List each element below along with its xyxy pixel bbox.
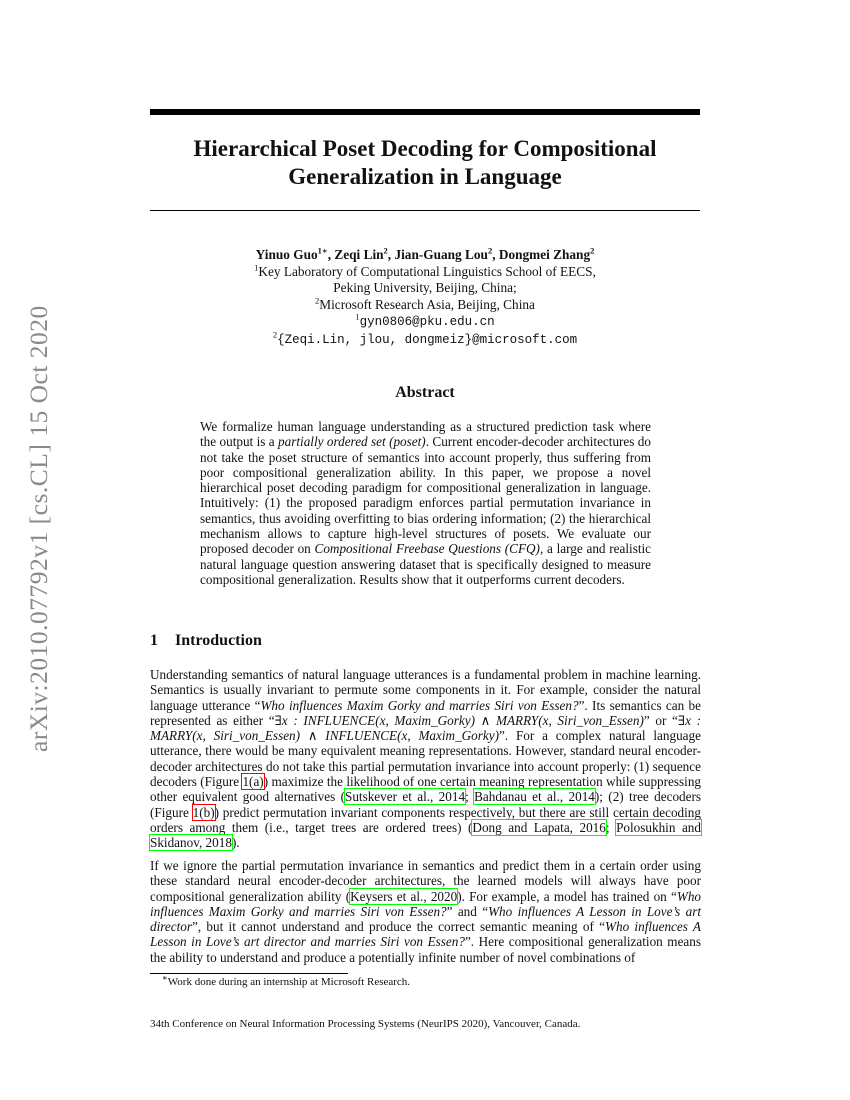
example-utterance: Who influences A Lesson in Love’s art director and marries Siri von Essen? bbox=[150, 919, 701, 950]
title-line-2: Generalization in Language bbox=[288, 164, 562, 189]
abstract-heading: Abstract bbox=[395, 384, 455, 401]
author-3-mark: 2 bbox=[487, 245, 493, 256]
email-2-line bbox=[150, 331, 700, 349]
figure-ref-1b[interactable]: 1(b) bbox=[192, 804, 215, 820]
text-run: ; bbox=[465, 789, 475, 805]
author-4: Dongmei Zhang bbox=[498, 247, 591, 262]
paper-title bbox=[150, 135, 700, 191]
aff-2-mark: 2 bbox=[315, 295, 320, 306]
affiliation-2 bbox=[150, 297, 700, 314]
title-line-1: Hierarchical Poset Decoding for Compositional bbox=[193, 136, 657, 161]
example-utterance: Who influences A Lesson in Love’s art director bbox=[150, 903, 702, 935]
formula-2: ∃x : MARRY(x, Siri_von_Essen) ∧ INFLUENCE(x, Maxim_Gorky) bbox=[150, 712, 701, 744]
section-title: Introduction bbox=[175, 632, 262, 649]
text-run: ) maximize the likelihood of one certain meaning representation while suppressing other equivalent good alternatives ( bbox=[150, 774, 702, 805]
abstract-part: . Current encoder-decoder architectures do not take the poset structure of semantics into account properly, thus suffering from poor compositional generalization ability. In this paper, we propose a novel hierarchical poset decoding paradigm for compositional generalization in language. Intuitively: (1) the proposed paradigm enforces partial permutation invariance in semantics, thus avoiding overfitting to bias ordering information; (2) the hierarchical mechanism allows to capture high-level structures of posets. We evaluate our proposed decoder on bbox=[200, 434, 651, 557]
text-run: ”. Here compositional generalization means the ability to understand and produce a potentially infinite number of novel combinations of bbox=[150, 934, 701, 965]
author-2: Zeqi Lin bbox=[334, 247, 384, 262]
email-1-mark: 1 bbox=[355, 311, 360, 322]
author-names bbox=[150, 247, 700, 264]
citation-sutskever[interactable]: Sutskever et al., 2014 bbox=[344, 789, 466, 805]
abstract-emphasis: partially ordered set (poset) bbox=[278, 434, 426, 450]
example-utterance: Who influences Maxim Gorky and marries Siri von Essen? bbox=[150, 888, 702, 919]
title-top-rule bbox=[150, 109, 700, 115]
footnote-text: Work done during an internship at Microsoft Research. bbox=[167, 976, 411, 988]
text-run: ”. Its semantics can be represented as either “ bbox=[150, 697, 701, 728]
affiliation-1-line-2: Peking University, Beijing, China; bbox=[333, 280, 517, 296]
abstract-text bbox=[200, 419, 651, 587]
citation-bahdanau[interactable]: Bahdanau et al., 2014 bbox=[474, 789, 595, 805]
email-1-line bbox=[150, 313, 700, 331]
section-number: 1 bbox=[150, 632, 158, 649]
intro-paragraph-1 bbox=[150, 667, 701, 851]
author-sep: , bbox=[492, 247, 499, 262]
affiliation-1-line-1 bbox=[150, 264, 700, 281]
author-1-marks: 1∗ bbox=[317, 245, 328, 256]
text-run: ; bbox=[605, 819, 617, 835]
text-run: ) predict permutation invariant components respectively, but there are still certain decoding orders among them (i.e., target trees are ordered trees) ( bbox=[150, 804, 701, 835]
author-4-mark: 2 bbox=[590, 245, 595, 256]
abstract-part: , a large and realistic natural language question answering dataset that is specifically designed to measure compositional generalization. Results show that it outperforms current decoders. bbox=[200, 541, 652, 587]
author-block bbox=[150, 247, 700, 349]
text-run: ); (2) tree decoders (Figure bbox=[150, 789, 702, 820]
aff-1-text: Key Laboratory of Computational Linguistics School of EECS, bbox=[258, 263, 596, 279]
example-utterance: Who influences Maxim Gorky and marries Siri von Essen? bbox=[260, 697, 579, 713]
aff-2-text: Microsoft Research Asia, Beijing, China bbox=[319, 296, 535, 312]
conference-note: 34th Conference on Neural Information Processing Systems (NeurIPS 2020), Vancouver, Canada. bbox=[150, 1018, 581, 1030]
text-run: If we ignore the partial permutation invariance in semantics and predict them in a certain order using these standard neural encoder-decoder architectures, the learned models will always have poor compositional generalization ability ( bbox=[150, 858, 701, 904]
text-run: ” or “ bbox=[643, 712, 678, 728]
text-run: ”, but it cannot understand and produce the correct semantic meaning of “ bbox=[192, 919, 605, 935]
footnote-mark: ∗ bbox=[162, 972, 168, 983]
arxiv-stamp: arXiv:2010.07792v1 [cs.CL] 15 Oct 2020 bbox=[24, 305, 53, 752]
abstract-part: We formalize human language understanding as a structured prediction task where the output is a bbox=[200, 419, 651, 450]
figure-ref-1a[interactable]: 1(a) bbox=[242, 774, 264, 790]
citation-keysers[interactable]: Keysers et al., 2020 bbox=[350, 888, 458, 904]
citation-polosukhin[interactable]: Polosukhin and Skidanov, 2018 bbox=[150, 819, 701, 851]
text-run: ”. For a complex natural language utterance, there would be many equivalent meaning representations. However, standard neural encoder-decoder architectures do not take this partial permutation invariance into account properly: (1) sequence decoders (Figure bbox=[150, 728, 701, 790]
author-3: Jian-Guang Lou bbox=[394, 247, 488, 262]
email-1: gyn0806@pku.edu.cn bbox=[359, 315, 495, 330]
section-heading-introduction bbox=[150, 632, 262, 650]
intro-paragraph-2 bbox=[150, 858, 701, 965]
footnote bbox=[162, 972, 411, 988]
abstract-emphasis: Compositional Freebase Questions (CFQ) bbox=[314, 541, 540, 557]
text-run: ” and “ bbox=[446, 903, 489, 919]
formula-1: ∃x : INFLUENCE(x, Maxim_Gorky) ∧ MARRY(x, Siri_von_Essen) bbox=[274, 712, 644, 728]
author-sep: , bbox=[387, 247, 395, 262]
author-sep: , bbox=[327, 247, 335, 262]
citation-dong[interactable]: Dong and Lapata, 2016 bbox=[472, 819, 606, 835]
author-1: Yinuo Guo bbox=[255, 247, 318, 262]
aff-1-mark: 1 bbox=[254, 262, 259, 273]
email-2: {Zeqi.Lin, jlou, dongmeiz}@microsoft.com bbox=[277, 332, 578, 347]
text-run: Understanding semantics of natural language utterances is a fundamental problem in machine learning. Semantics is usually invariant to permute some components in it. For example, consider the natural language utterance “ bbox=[150, 667, 701, 713]
text-run: ). bbox=[231, 835, 240, 851]
footnote-rule bbox=[150, 973, 348, 974]
text-run: ). For example, a model has trained on “ bbox=[457, 888, 677, 904]
email-2-mark: 2 bbox=[272, 329, 278, 340]
author-2-mark: 2 bbox=[383, 245, 388, 256]
title-bottom-rule bbox=[150, 210, 700, 211]
